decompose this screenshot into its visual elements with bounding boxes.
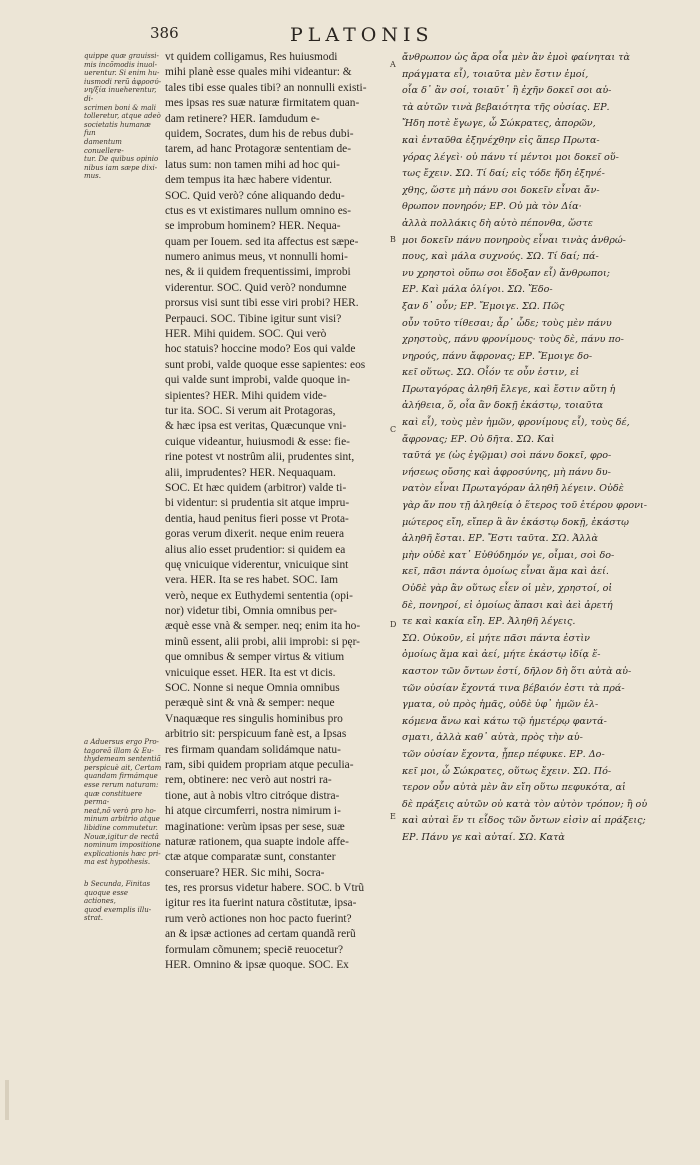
text-line: dentia, haud penitus fieri posse vt Prota- xyxy=(165,512,349,525)
text-line: dam retinere? HER. Iamdudum e- xyxy=(165,112,320,125)
text-line: rine potest vt nostrûm alii, prudentes sint, xyxy=(165,451,355,464)
text-line: πους, καὶ μάλα συχνούς. ΣΩ. Τί δαί; πά- xyxy=(402,251,599,263)
text-line: ma est hypothesis. xyxy=(84,858,151,867)
text-line: æquè esse vnà & semper. neq; enim ita ho- xyxy=(165,620,361,633)
text-line: SOC. Nonne si neque Omnia omnibus xyxy=(165,682,340,695)
text-line: & hæc ipsa est veritas, Quæcunque vni- xyxy=(165,420,347,433)
text-line: latus sum: non tamen mihi ad hoc qui- xyxy=(165,158,340,171)
text-line: ΕΡ. Πάνυ γε καὶ αὐταί. ΣΩ. Κατὰ xyxy=(402,831,565,843)
text-line: mis incõmodis inuol- xyxy=(84,60,158,69)
text-line: οὖν τοῦτο τίθεσαι; ἆρ᾽ ὧδε; τοὺς μὲν πάνυ xyxy=(402,317,612,329)
section-letter-b: B xyxy=(390,235,396,244)
text-line: se improbum hominem? HER. Nequa- xyxy=(165,220,341,233)
text-line: hoc statuis? hoccine modo? Eos qui valde xyxy=(165,343,356,356)
text-line: libidine commutetur. xyxy=(84,823,158,832)
text-line: maginatione: verùm ipsas per sese, suæ xyxy=(165,820,345,833)
text-line: ἄνθρωπον ὡς ἄρα οἷα μὲν ἂν ἐμοὶ φαίνηται τὰ xyxy=(402,52,630,63)
page-header xyxy=(0,24,700,48)
text-line: b Secunda, Finitas xyxy=(84,880,151,888)
text-line: γματα, οὐ πρὸς ἡμᾶς, οὐδὲ ὑφ᾽ ἡμῶν ἑλ- xyxy=(402,699,599,711)
text-line: ἀλήθεια, ὅ, οἷα ἂν δοκῇ ἑκάστῳ, τοιαῦτα xyxy=(402,400,604,412)
text-line: hi atque circumferri, nostra nimirum i- xyxy=(165,805,341,818)
text-line: τῶν οὐσίαν ἔχοντά τινα βέβαιόν ἐστι τὰ πρά- xyxy=(402,682,625,694)
text-line: quæ constituere perma- xyxy=(84,789,143,807)
text-line: mes ipsas res suæ naturæ firmitatem quan- xyxy=(165,97,360,110)
margin-note-c xyxy=(84,880,162,923)
page-edge-mark xyxy=(5,1080,9,1120)
text-line: strat. xyxy=(84,914,103,923)
text-line: κόμενα ἄνω καὶ κάτω τῷ ἡμετέρῳ φαντά- xyxy=(402,715,607,727)
text-line: SOC. Et hæc quidem (arbitror) valde ti- xyxy=(165,481,347,494)
text-line: vnicuique esset. HER. Ita est vt dicis. xyxy=(165,666,336,679)
text-line: HER. Omnino & ipsæ quoque. SOC. Ex xyxy=(165,959,349,972)
text-line: τερον οὖν αὐτὰ μὲν ἂν εἴη οὕτω πεφυκότα, αἱ xyxy=(402,782,626,794)
text-line: perspicuè ait, Certam xyxy=(84,763,162,772)
text-line: societatis humanæ fun xyxy=(84,120,151,138)
text-line: νήσεως οὔσης καὶ ἀφροσύνης, μὴ πάνυ δυ- xyxy=(402,466,611,478)
text-line: καστον τῶν ὄντων ἐστί, δῆλον δὴ ὅτι αὐτὰ αὑ- xyxy=(402,665,632,677)
text-line: ὁμοίως ἅμα καὶ ἀεί, μήτε ἑκάστῳ ἰδίᾳ ἕ- xyxy=(402,649,601,661)
text-line: Nouæ,igitur de rectâ xyxy=(84,832,159,841)
text-line: explicationis hæc pri- xyxy=(84,849,161,858)
text-line: ΕΡ. Καὶ μάλα ὀλίγοι. ΣΩ. Ἔδο- xyxy=(402,284,553,296)
text-line: que omnibus & semper virtus & vitium xyxy=(165,651,345,664)
text-line: quam per Iouem. sed ita affectus est sæpe- xyxy=(165,235,359,248)
text-line: thydemeam sententiã xyxy=(84,755,161,764)
text-line: Ἤδη ποτὲ ἔγωγε, ὦ Σώκρατες, ἀπορῶν, xyxy=(402,118,596,130)
text-line: κεῖ, πᾶσι πάντα ὁμοίως εἶναι ἅμα καὶ ἀεί. xyxy=(402,566,609,578)
text-line: viderentur. SOC. Quid verò? nondumne xyxy=(165,281,347,294)
text-line: numero animus meus, vt nonnulli homi- xyxy=(165,251,348,264)
text-line: μὴν οὐδὲ κατ᾽ Εὐθύδημόν γε, οἶμαι, σοὶ δο- xyxy=(402,549,615,561)
text-line: κεῖ οὕτως. ΣΩ. Οἷόν τε οὖν ἐστιν, εἰ xyxy=(402,367,580,379)
text-line: Οὐδὲ γὰρ ἂν οὕτως εἶεν οἱ μὲν, χρηστοί, οἱ xyxy=(402,583,613,594)
running-head: PLATONIS xyxy=(290,24,434,46)
text-line: rem, obtinere: nec verò aut nostri ra- xyxy=(165,774,332,787)
text-line: ΣΩ. Οὐκοῦν, εἰ μήτε πᾶσι πάντα ἐστὶν xyxy=(402,632,591,644)
text-line: damentum conuellere- xyxy=(84,137,124,155)
text-line: γόρας λέγεὶ· οὐ πάνυ τί μέντοι μοι δοκεῖ οὕ- xyxy=(402,151,619,163)
margin-note-a xyxy=(84,52,162,181)
text-line: cuique videantur, huiusmodi & esse: fie- xyxy=(165,435,350,448)
text-line: arbitrio sit: perspicuum fanè est, a Ipsas xyxy=(165,728,347,741)
text-line: Πρωταγόρας ἀληθῆ ἔλεγε, καὶ ἔστιν αὕτη ἡ xyxy=(402,383,616,395)
text-line: καὶ αὐταὶ ἕν τι εἶδος τῶν ὄντων εἰσὶν αἱ πράξεις; xyxy=(402,815,646,827)
text-line: esse rerum naturam: xyxy=(84,780,159,789)
text-line: δὲ, πονηροί, εἰ ὁμοίως ἅπασι καὶ ἀεὶ ἀρετή xyxy=(402,599,613,611)
text-line: dem tempus ita hæc habere videntur. xyxy=(165,174,333,187)
text-line: tarem, ad hanc Protagoræ sententiam de- xyxy=(165,143,351,156)
text-line: νη/ξία inueherentur, di- xyxy=(84,86,157,103)
text-line: πράγματα εἶ), τοιαῦτα μὲν ἔστιν ἐμοί, xyxy=(402,68,589,80)
text-line: igitur res ita fuerint natura cõstitutæ, ipsa- xyxy=(165,897,357,910)
text-line: mus. xyxy=(84,172,101,181)
section-letter-a: A xyxy=(390,60,396,69)
text-line: quod exemplis illu- xyxy=(84,905,152,914)
text-line: uerentur. Si enim hu- xyxy=(84,69,160,78)
text-line: neat,nõ verò pro ho- xyxy=(84,806,157,815)
text-line: mihi planè esse quales mihi videantur: & xyxy=(165,66,352,79)
text-line: nibus iam sæpe dixi- xyxy=(84,163,158,172)
text-line: vera. HER. Ita se res habet. SOC. Iam xyxy=(165,574,339,587)
text-line: θρωπον πονηρόν; ΕΡ. Οὐ μὰ τὸν Δία· xyxy=(402,201,582,213)
greek-column xyxy=(402,50,668,847)
text-line: τὰ αὐτῶν τινὰ βεβαιότητα τῆς οὐσίας. ΕΡ. xyxy=(402,101,610,113)
text-line: an & ipsæ actiones ad certam quandã rerũ xyxy=(165,928,356,941)
text-line: tione, aut à nobis vltro citróque distra- xyxy=(165,789,340,802)
text-line: ram, sibi quidem propriam atque peculia- xyxy=(165,758,354,771)
text-line: τως ἔχειν. ΣΩ. Τί δαί; εἰς τόδε ἤδη ἐξηνέ- xyxy=(402,168,605,180)
text-line: peræquè sint & vnà & semper: neque xyxy=(165,697,335,710)
text-line: ctus es vt existimares nullum omnino es- xyxy=(165,204,352,217)
text-line: sipientes? HER. Mihi quidem vide- xyxy=(165,389,327,402)
text-line: ctæ atque comparatæ sunt, constanter xyxy=(165,851,336,864)
text-line: tur ita. SOC. Si verum ait Protagoras, xyxy=(165,404,336,417)
text-line: ταῦτά γε (ὡς ἐγῷμαι) σοὶ πάνυ δοκεῖ, φρο- xyxy=(402,450,612,462)
text-line: quandam firmámque xyxy=(84,772,158,781)
text-line: νατὸν εἶναι Πρωταγόραν ἀληθῆ λέγειν. Οὐδὲ xyxy=(402,483,624,495)
text-line: qui valde sunt improbi, valde quoque in- xyxy=(165,374,351,387)
text-line: quidem, Socrates, dum his de rebus dubi- xyxy=(165,127,354,140)
text-line: naturæ rationem, qua suapte indole affe- xyxy=(165,835,349,848)
text-line: χθης, ὥστε μὴ πάνυ σοι δοκεῖν εἶναι ἄν- xyxy=(402,184,600,196)
text-line: καὶ ἐνταῦθα ἐξηνέχθην εἰς ἅπερ Πρωτα- xyxy=(402,134,600,146)
text-line: Vnaquæque res singulis hominibus pro xyxy=(165,712,343,725)
text-line: tur. De quibus opinio xyxy=(84,155,159,164)
text-line: verò, neque ex Euthydemi sententia (opi- xyxy=(165,589,353,602)
text-line: res firmam quandam solidámque natu- xyxy=(165,743,341,756)
section-letter-c: C xyxy=(390,425,397,434)
text-line: ἀληθῆ ἔσται. ΕΡ. Ἔστι ταῦτα. ΣΩ. Ἀλλὰ xyxy=(402,533,599,545)
text-line: καὶ εἶ), τοὺς μὲν ἡμῶν, φρονίμους εἶ), τοὺς δέ, xyxy=(402,417,630,429)
text-line: τῶν οὐσίαν ἔχοντα, ᾗπερ πέφυκε. ΕΡ. Δο- xyxy=(402,748,605,760)
text-line: nes, & ii quidem frequentissimi, improbi xyxy=(165,266,351,279)
latin-column xyxy=(165,50,387,973)
text-line: γὰρ ἄν που τῇ ἀληθείᾳ ὁ ἕτερος τοῦ ἑτέρου φρονι- xyxy=(402,500,647,512)
section-letter-d: D xyxy=(390,620,397,629)
text-line: quippe quæ grauissi- xyxy=(84,52,159,60)
text-line: μοι δοκεῖν πάνυ πονηροὺς εἶναι τινὰς ἀνθρώ- xyxy=(402,234,626,246)
margin-note-b xyxy=(84,738,162,867)
text-line: minum arbitrio atque xyxy=(84,815,160,824)
text-line: alius alio esset prudentior: si quidem ea xyxy=(165,543,346,556)
text-line: tes, res prorsus videtur habere. SOC. b Vtrũ xyxy=(165,882,365,895)
text-line: κεῖ μοι, ὦ Σώκρατες, οὕτως ἔχειν. ΣΩ. Πό- xyxy=(402,765,612,777)
text-line: tales tibi esse quales tibi? an nonnulli existi- xyxy=(165,81,367,94)
text-line: nominum impositione xyxy=(84,841,161,850)
text-line: μώτερος εἴη, εἴπερ ἃ ἂν ἑκάστῳ δοκῇ, ἑκάστῳ xyxy=(402,516,629,528)
text-line: iusmodi rerũ ἀφροσύ- xyxy=(84,77,162,86)
text-line: conseruare? HER. Sic mihi, Socra- xyxy=(165,866,325,879)
text-line: minũ essent, alii probi, alii improbi: si pęr- xyxy=(165,635,360,648)
text-line: νυ χρηστοὶ οὔπω σοι ἔδοξαν εἶ) ἄνθρωποι; xyxy=(402,267,610,279)
page-number: 386 xyxy=(150,24,179,42)
text-line: HER. Mihi quidem. SOC. Qui verò xyxy=(165,328,327,341)
text-line: prorsus visi sunt tibi esse viri probi? HER. xyxy=(165,297,359,310)
text-line: rum verò actiones non hoc pacto fuerint? xyxy=(165,912,352,925)
text-line: quoque esse actiones, xyxy=(84,888,129,906)
text-line: vt quidem colligamus, Res huiusmodi xyxy=(165,51,338,63)
text-line: SOC. Quid verò? cóne aliquando dedu- xyxy=(165,189,345,202)
text-line: ἄφρονας; ΕΡ. Οὐ δῆτα. ΣΩ. Καὶ xyxy=(402,433,555,445)
text-line: σματι, ἀλλὰ καθ᾽ αὑτὰ, πρὸς τὴν αὑ- xyxy=(402,732,583,744)
text-line: tagoreã illam & Eu- xyxy=(84,746,154,755)
text-line: tolleretur, atque adeò xyxy=(84,112,161,121)
text-line: alii, imprudentes? HER. Nequaquam. xyxy=(165,466,336,479)
text-line: τε καὶ κακία εἴη. ΕΡ. Ἀληθῆ λέγεις. xyxy=(402,616,576,628)
text-line: bi videntur: si prudentia sit atque impru- xyxy=(165,497,350,510)
text-line: quę vnicuique viderentur, vnicuique sint xyxy=(165,558,349,571)
text-line: a Aduersus ergo Pro- xyxy=(84,738,159,746)
text-line: sunt probi, valde quoque esse sapientes: eos xyxy=(165,358,366,371)
text-line: χρηστοὺς, πάνυ φρονίμους· τοὺς δὲ, πάνυ πο- xyxy=(402,334,624,346)
text-line: Perpauci. SOC. Tibine igitur sunt visi? xyxy=(165,312,342,325)
text-line: scrimen boni & mali xyxy=(84,103,157,112)
text-line: δὲ πράξεις αὐτῶν οὐ κατὰ τὸν αὐτὸν τρόπον; ἢ οὐ xyxy=(402,798,648,810)
text-line: ἀλλὰ πολλάκις δὴ αὐτὸ πέπονθα, ὥστε xyxy=(402,217,593,229)
text-line: ξαν δ᾽ οὖν; ΕΡ. Ἔμοιγε. ΣΩ. Πῶς xyxy=(402,300,565,312)
text-line: nor) videtur tibi, Omnia omnibus per- xyxy=(165,605,337,618)
section-letter-e: E xyxy=(390,812,396,821)
text-line: νηρούς, πάνυ ἄφρονας; ΕΡ. Ἔμοιγε δο- xyxy=(402,350,593,362)
text-line: goras verum dixerit. neque enim reuera xyxy=(165,528,345,541)
text-line: οἷα δ᾽ ἂν σοί, τοιαῦτ᾽ ἢ ἐχῆν δοκεῖ σοι αὐ- xyxy=(402,85,612,97)
text-line: formulam cõmunem; speciē reuocetur? xyxy=(165,943,344,956)
